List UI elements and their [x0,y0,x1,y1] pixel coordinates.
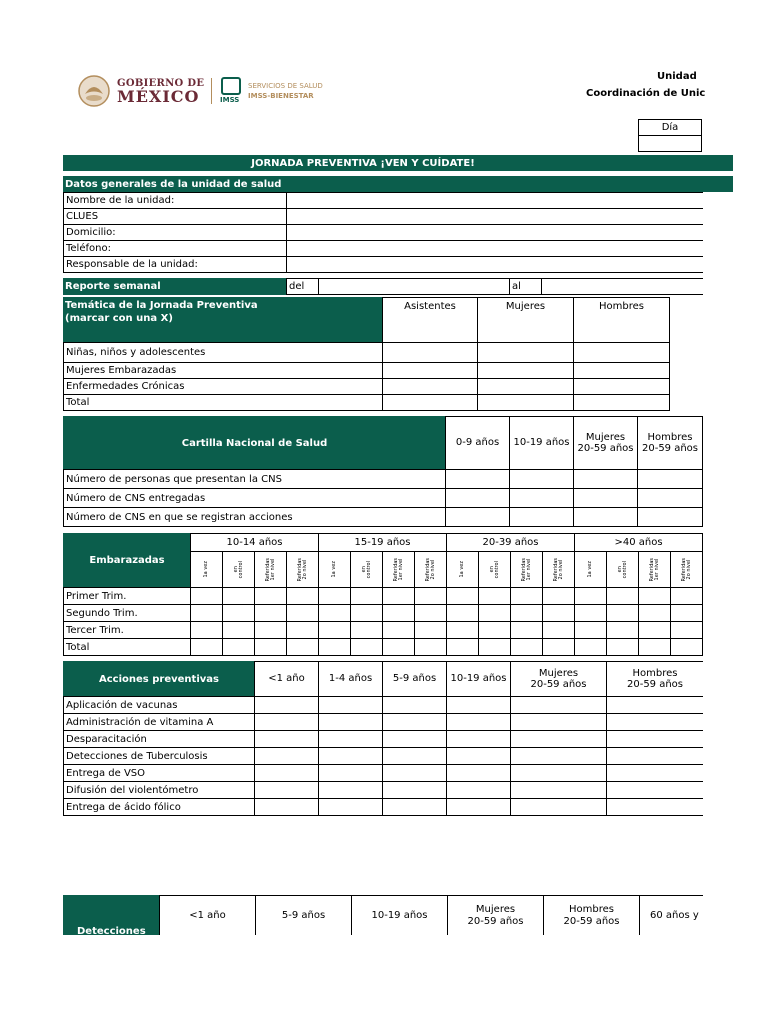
sub-label: 1er nivel [653,558,660,581]
pregnant-cell[interactable] [254,604,287,622]
pregnant-group-10-14: 10-14 años [190,533,319,552]
pregnant-cell[interactable] [670,604,703,622]
pregnant-cell[interactable] [254,621,287,639]
pregnant-subheader-label [490,561,500,578]
cns-cell[interactable] [573,488,638,508]
sub-label: en [232,566,239,573]
pregnant-cell[interactable] [222,587,255,605]
cns-col4-l1: Hombres [647,431,693,443]
cns-row: Número de CNS en que se registran acciones [63,507,446,527]
pregnant-cell[interactable] [574,587,607,605]
cns-col-10-19 [509,416,574,470]
pregnant-cell[interactable] [254,638,287,656]
pregnant-subheader [254,551,287,588]
sub-label: Referidas [264,557,271,582]
theme-cell[interactable] [382,362,478,379]
pregnant-cell[interactable] [574,638,607,656]
pregnant-cell[interactable] [190,587,223,605]
cns-col3-l1: Mujeres [585,431,626,443]
actions-cell[interactable] [318,713,383,731]
pregnant-subheader-label [362,561,372,578]
actions-cell[interactable] [254,798,319,816]
actions-cell[interactable] [446,696,511,714]
pregnant-subheader-label [426,558,436,581]
actions-cell[interactable] [382,713,447,731]
theme-cell[interactable] [573,342,670,363]
sub-label: control [365,560,372,579]
pregnant-cell[interactable] [638,587,671,605]
sub-label: en [488,566,495,573]
pregnant-subheader-label [650,558,660,581]
sub-label: 1a vez [203,561,209,578]
actions-cell[interactable] [606,747,703,765]
pregnant-cell[interactable] [318,638,351,656]
pregnant-cell[interactable] [382,587,415,605]
logo-block [76,74,336,108]
actions-cell[interactable] [606,696,703,714]
pregnant-table [63,533,703,657]
det-c4-l1: Mujeres [475,904,516,915]
actions-row: Desparacitación [63,730,255,748]
sub-label: Referidas [552,557,559,582]
actions-cell[interactable] [318,781,383,799]
pregnant-cell[interactable] [286,621,319,639]
sub-label: Referidas [520,557,527,582]
pregnant-subheader-label [266,558,276,581]
sub-label: 1a vez [459,561,465,578]
pregnant-cell[interactable] [446,587,479,605]
imss-line2: IMSS-BIENESTAR [248,92,314,100]
sub-label: 1er nivel [397,558,404,581]
actions-cell[interactable] [318,730,383,748]
theme-cell[interactable] [573,362,670,379]
theme-cell[interactable] [382,342,478,363]
pregnant-cell[interactable] [478,587,511,605]
actions-cell[interactable] [382,730,447,748]
pregnant-cell[interactable] [542,621,575,639]
theme-cell[interactable] [573,378,670,395]
actions-cell[interactable] [446,730,511,748]
pregnant-subheader [222,551,255,588]
cns-cell[interactable] [445,469,510,489]
detections-heading: Detecciones [77,926,146,935]
sub-label: 1er nivel [525,558,532,581]
sub-label: Referidas [648,557,655,582]
pregnant-cell[interactable] [606,604,639,622]
pregnant-cell[interactable] [638,621,671,639]
actions-cell[interactable] [382,764,447,782]
pregnant-cell[interactable] [254,587,287,605]
pregnant-cell[interactable] [382,638,415,656]
pregnant-subheader-label [234,561,244,578]
pregnant-cell[interactable] [510,621,543,639]
pregnant-subheader [542,551,575,588]
pregnant-subheader [606,551,639,588]
theme-heading-l2: (marcar con una X) [65,312,173,324]
imss-line1: SERVICIOS DE SALUD [248,82,323,90]
actions-cell[interactable] [254,730,319,748]
pregnant-cell[interactable] [318,621,351,639]
pregnant-cell[interactable] [574,604,607,622]
actions-cell[interactable] [382,747,447,765]
cns-row: Número de personas que presentan la CNS [63,469,446,489]
sub-label: control [621,560,628,579]
actions-cell[interactable] [318,747,383,765]
actions-cell[interactable] [446,781,511,799]
pregnant-cell[interactable] [286,604,319,622]
pregnant-subheader [318,551,351,588]
pregnant-row: Segundo Trim. [63,604,191,622]
theme-cell[interactable] [477,342,574,363]
sub-label: Referidas [424,557,431,582]
det-col [639,895,703,935]
pregnant-cell[interactable] [286,638,319,656]
cns-cell[interactable] [637,488,703,508]
theme-col-women-label: Mujeres [505,301,546,312]
det-col: 10-19 años [351,895,448,935]
sub-label: 2o nivel [685,559,692,580]
pregnant-cell[interactable] [638,638,671,656]
pregnant-cell[interactable] [382,621,415,639]
theme-row: Niñas, niños y adolescentes [63,342,383,363]
theme-cell[interactable] [477,394,574,411]
cns-cell[interactable] [573,469,638,489]
general-heading-bar [63,176,733,192]
actions-cell[interactable] [510,764,607,782]
pregnant-subheader [574,551,607,588]
pregnant-cell[interactable] [670,621,703,639]
theme-cell[interactable] [382,394,478,411]
actions-cell[interactable] [606,781,703,799]
pregnant-subheader-label [332,561,337,578]
unit-title: Unidad [657,71,697,82]
sub-label: Referidas [296,557,303,582]
logo-divider [211,78,212,104]
pregnant-cell[interactable] [414,638,447,656]
actions-row: Administración de vitamina A [63,713,255,731]
cns-table [63,416,703,528]
pregnant-subheader [670,551,703,588]
cns-cell[interactable] [509,507,574,527]
actions-c6-l1: Hombres [632,667,678,679]
pregnant-cell[interactable] [414,587,447,605]
cns-cell[interactable] [637,469,703,489]
actions-cell[interactable] [254,696,319,714]
theme-col-women [477,297,574,343]
cns-col1-label: 0-9 años [455,437,500,449]
phone-field[interactable] [286,240,703,257]
pregnant-row: Total [63,638,191,656]
actions-col: 5-9 años [382,661,447,697]
pregnant-cell[interactable] [606,621,639,639]
unit-name-field[interactable] [286,192,703,209]
cns-col-women [573,416,638,470]
sub-label: Referidas [392,557,399,582]
cns-col2-label: 10-19 años [513,437,570,449]
pregnant-cell[interactable] [478,638,511,656]
actions-cell[interactable] [606,730,703,748]
pregnant-cell[interactable] [606,587,639,605]
pregnant-cell[interactable] [414,604,447,622]
cns-col3-l2: 20-59 años [577,443,634,454]
pregnant-cell[interactable] [446,621,479,639]
actions-cell[interactable] [382,781,447,799]
pregnant-subheader [510,551,543,588]
det-col: <1 año [159,895,256,935]
actions-cell[interactable] [510,713,607,731]
pregnant-cell[interactable] [350,604,383,622]
pregnant-subheader [350,551,383,588]
pregnant-cell[interactable] [190,604,223,622]
actions-cell[interactable] [446,798,511,816]
det-c4-l2: 20-59 años [467,915,524,927]
pregnant-cell[interactable] [670,638,703,656]
pregnant-cell[interactable] [510,587,543,605]
general-row: Domicilio: [63,224,287,241]
pregnant-subheader [414,551,447,588]
actions-row: Difusión del violentómetro [63,781,255,799]
actions-cell[interactable] [254,781,319,799]
weekly-to-label: al [509,278,542,295]
actions-row: Entrega de VSO [63,764,255,782]
sub-label: control [493,560,500,579]
pregnant-subheader-label [588,561,593,578]
pregnant-cell[interactable] [190,621,223,639]
pregnant-cell[interactable] [510,638,543,656]
pregnant-subheader-label [204,561,209,578]
actions-cell[interactable] [606,713,703,731]
pregnant-subheader-label [298,558,308,581]
actions-row: Entrega de ácido fólico [63,798,255,816]
actions-cell[interactable] [382,798,447,816]
theme-col-attendees [382,297,478,343]
pregnant-subheader [190,551,223,588]
actions-c6-l2: 20-59 años [626,679,684,690]
sub-label: Referidas [680,557,687,582]
det-c5-l1: Hombres [569,904,614,915]
cns-cell[interactable] [509,469,574,489]
general-row: CLUES [63,208,287,225]
actions-cell[interactable] [254,747,319,765]
pregnant-subheader-label [682,558,692,581]
cns-col-men [637,416,703,470]
actions-cell[interactable] [510,696,607,714]
det-c6: 60 años y [650,909,699,921]
actions-cell[interactable] [510,747,607,765]
weekly-to-field[interactable] [541,278,703,295]
actions-row: Aplicación de vacunas [63,696,255,714]
det-c5-l2: 20-59 años [563,915,620,927]
cns-col4-l2: 20-59 años [641,443,699,454]
imss-mark: IMSS [220,96,240,104]
actions-cell[interactable] [510,730,607,748]
sub-label: 2o nivel [301,559,308,580]
eagle-emblem-icon [76,74,112,108]
pregnant-cell[interactable] [478,621,511,639]
actions-col: <1 año [254,661,319,697]
day-label: Día [638,119,702,136]
sub-label: 1a vez [331,561,337,578]
pregnant-subheader [382,551,415,588]
theme-cell[interactable] [477,362,574,379]
pregnant-cell[interactable] [670,587,703,605]
general-table [63,192,703,276]
pregnant-subheader [638,551,671,588]
cns-cell[interactable] [445,488,510,508]
pregnant-cell[interactable] [350,638,383,656]
title-bar [63,155,733,171]
pregnant-cell[interactable] [222,604,255,622]
theme-col-attendees-label: Asistentes [404,301,456,312]
pregnant-cell[interactable] [478,604,511,622]
pregnant-cell[interactable] [574,621,607,639]
pregnant-cell[interactable] [510,604,543,622]
day-field[interactable] [638,135,702,152]
pregnant-cell[interactable] [190,638,223,656]
sub-label: en [616,566,623,573]
theme-cell[interactable] [477,378,574,395]
pregnant-cell[interactable] [382,604,415,622]
actions-heading: Acciones preventivas [99,673,219,685]
sub-label: 2o nivel [557,559,564,580]
pregnant-cell[interactable] [542,587,575,605]
pregnant-group-15-19: 15-19 años [318,533,447,552]
actions-cell[interactable] [606,764,703,782]
pregnant-subheader-label [618,561,628,578]
actions-cell[interactable] [446,713,511,731]
pregnant-heading: Embarazadas [89,554,165,566]
weekly-from-field[interactable] [318,278,510,295]
actions-cell[interactable] [254,713,319,731]
pregnant-cell[interactable] [542,638,575,656]
weekly-from-label: del [286,278,319,295]
actions-c5-l1: Mujeres [538,667,579,679]
pregnant-subheader [478,551,511,588]
actions-cell[interactable] [510,781,607,799]
pregnant-subheader-label [522,558,532,581]
actions-col-women [510,661,607,697]
actions-cell[interactable] [382,696,447,714]
gov-line2: MÉXICO [117,87,200,106]
weekly-label: Reporte semanal [65,281,161,292]
actions-cell[interactable] [510,798,607,816]
pregnant-subheader [286,551,319,588]
coord-title: Coordinación de Unic [586,88,706,99]
theme-row: Enfermedades Crónicas [63,378,383,395]
cns-heading: Cartilla Nacional de Salud [181,437,328,449]
actions-col: 10-19 años [446,661,511,697]
theme-col-men-label: Hombres [599,301,644,312]
actions-col: 1-4 años [318,661,383,697]
cns-cell[interactable] [573,507,638,527]
manager-field[interactable] [286,256,703,273]
cns-col-0-9 [445,416,510,470]
actions-cell[interactable] [606,798,703,816]
actions-cell[interactable] [446,747,511,765]
det-col-men [543,895,640,935]
pregnant-cell[interactable] [350,587,383,605]
theme-row: Total [63,394,383,411]
theme-table [63,297,670,413]
pregnant-row: Tercer Trim. [63,621,191,639]
weekly-label-bar [63,278,287,295]
detections-table [63,895,703,935]
actions-table [63,661,703,816]
sub-label: control [237,560,244,579]
pregnant-subheader-label [394,558,404,581]
pregnant-cell[interactable] [414,621,447,639]
pregnant-group-40plus: >40 años [574,533,703,552]
clues-field[interactable] [286,208,703,225]
pregnant-cell[interactable] [606,638,639,656]
general-row: Responsable de la unidad: [63,256,287,273]
actions-cell[interactable] [318,764,383,782]
pregnant-cell[interactable] [350,621,383,639]
title-text: JORNADA PREVENTIVA ¡VEN Y CUÍDATE! [251,157,475,169]
pregnant-cell[interactable] [222,638,255,656]
pregnant-cell[interactable] [318,587,351,605]
pregnant-cell[interactable] [222,621,255,639]
actions-row: Detecciones de Tuberculosis [63,747,255,765]
det-col-women [447,895,544,935]
sub-label: 1a vez [587,561,593,578]
pregnant-cell[interactable] [286,587,319,605]
sub-label: 1er nivel [269,558,276,581]
actions-c5-l2: 20-59 años [530,679,587,690]
sub-label: 2o nivel [429,559,436,580]
actions-cell[interactable] [446,764,511,782]
theme-row: Mujeres Embarazadas [63,362,383,379]
pregnant-cell[interactable] [638,604,671,622]
pregnant-subheader [446,551,479,588]
sub-label: en [360,566,367,573]
actions-col-men [606,661,703,697]
cns-cell[interactable] [509,488,574,508]
pregnant-cell[interactable] [318,604,351,622]
pregnant-cell[interactable] [446,604,479,622]
cns-cell[interactable] [445,507,510,527]
pregnant-row: Primer Trim. [63,587,191,605]
det-col: 5-9 años [255,895,352,935]
imss-icon [221,77,241,95]
actions-cell[interactable] [318,798,383,816]
pregnant-cell[interactable] [446,638,479,656]
actions-cell[interactable] [318,696,383,714]
pregnant-subheader-label [460,561,465,578]
general-heading: Datos generales de la unidad de salud [65,178,282,190]
pregnant-group-20-39: 20-39 años [446,533,575,552]
theme-col-men [573,297,670,343]
theme-cell[interactable] [382,378,478,395]
pregnant-subheader-label [554,558,564,581]
theme-heading-l1: Temática de la Jornada Preventiva [65,300,258,311]
address-field[interactable] [286,224,703,241]
cns-cell[interactable] [637,507,703,527]
gov-line1: GOBIERNO DE [117,78,205,89]
pregnant-cell[interactable] [542,604,575,622]
cns-row: Número de CNS entregadas [63,488,446,508]
actions-cell[interactable] [254,764,319,782]
theme-cell[interactable] [573,394,670,411]
general-row: Nombre de la unidad: [63,192,287,209]
general-row: Teléfono: [63,240,287,257]
